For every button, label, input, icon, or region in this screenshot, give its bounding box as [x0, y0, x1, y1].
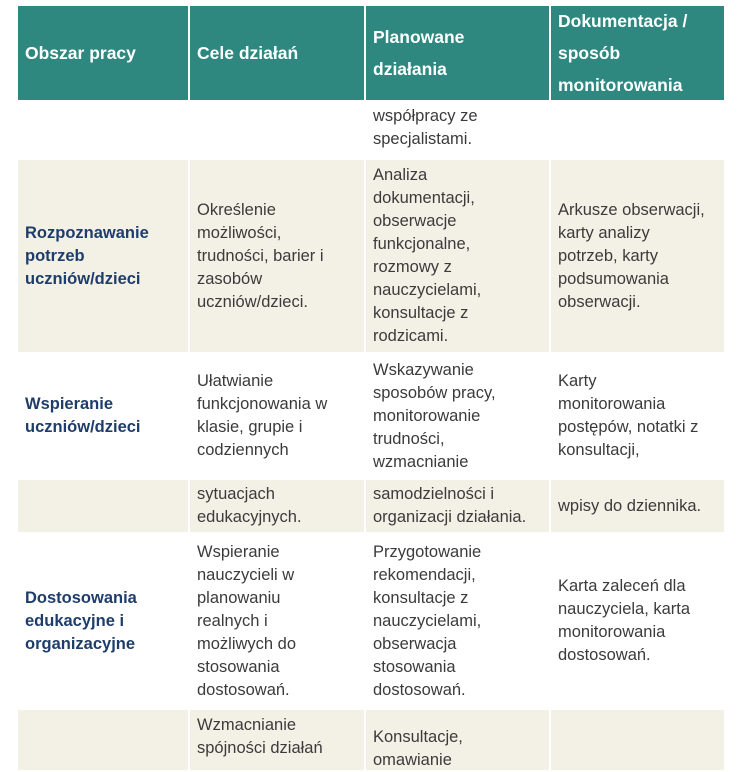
header-obszar-pracy: Obszar pracy [18, 6, 190, 100]
area-cell: Wspieranie uczniów/dzieci [18, 354, 190, 478]
goals-cell: Wspieranie nauczycieli w planowaniu realnych i możliwych do stosowania dostosowań. [190, 534, 366, 708]
docs-cell: Karta zaleceń dla nauczyciela, karta monitorowania dostosowań. [551, 534, 724, 708]
goals-cell [190, 102, 366, 158]
header-dokumentacja: Dokumentacja / sposób monitorowania [551, 6, 724, 100]
table-row [18, 710, 724, 772]
actions-cell: Analiza dokumentacji, obserwacje funkcjonalne, rozmowy z nauczycielami, konsultacje z rodzicami. [366, 160, 551, 352]
docs-cell: wpisy do dziennika. [551, 480, 724, 532]
actions-cell: Konsultacje, omawianie [366, 710, 551, 770]
area-cell: Dostosowania edukacyjne i organizacyjne [18, 534, 190, 708]
support-plan-table [18, 6, 724, 772]
actions-cell: Przygotowanie rekomendacji, konsultacje z nauczycielami, obserwacja stosowania dostosowań. [366, 534, 551, 708]
docs-cell: Arkusze obserwacji, karty analizy potrzeb, karty podsumowania obserwacji. [551, 160, 724, 352]
header-cele-dzialan: Cele działań [190, 6, 366, 100]
actions-cell: Wskazywanie sposobów pracy, monitorowanie trudności, wzmacnianie [366, 354, 551, 478]
table-header-row [18, 6, 724, 102]
table-row [18, 534, 724, 710]
table-row [18, 102, 724, 160]
area-cell [18, 102, 190, 158]
area-cell [18, 480, 190, 532]
goals-cell: sytuacjach edukacyjnych. [190, 480, 366, 532]
table-row [18, 480, 724, 534]
header-planowane-dzialania: Planowane działania [366, 6, 551, 100]
goals-cell: Wzmacnianie spójności działań [190, 710, 366, 770]
docs-cell [551, 102, 724, 158]
table-row [18, 354, 724, 480]
docs-cell [551, 710, 724, 770]
area-cell [18, 710, 190, 770]
actions-cell: współpracy ze specjalistami. [366, 102, 551, 158]
goals-cell: Ułatwianie funkcjonowania w klasie, grupie i codziennych [190, 354, 366, 478]
goals-cell: Określenie możliwości, trudności, barier i zasobów uczniów/dzieci. [190, 160, 366, 352]
area-cell: Rozpoznawanie potrzeb uczniów/dzieci [18, 160, 190, 352]
table-row [18, 160, 724, 354]
actions-cell: samodzielności i organizacji działania. [366, 480, 551, 532]
docs-cell: Karty monitorowania postępów, notatki z konsultacji, [551, 354, 724, 478]
